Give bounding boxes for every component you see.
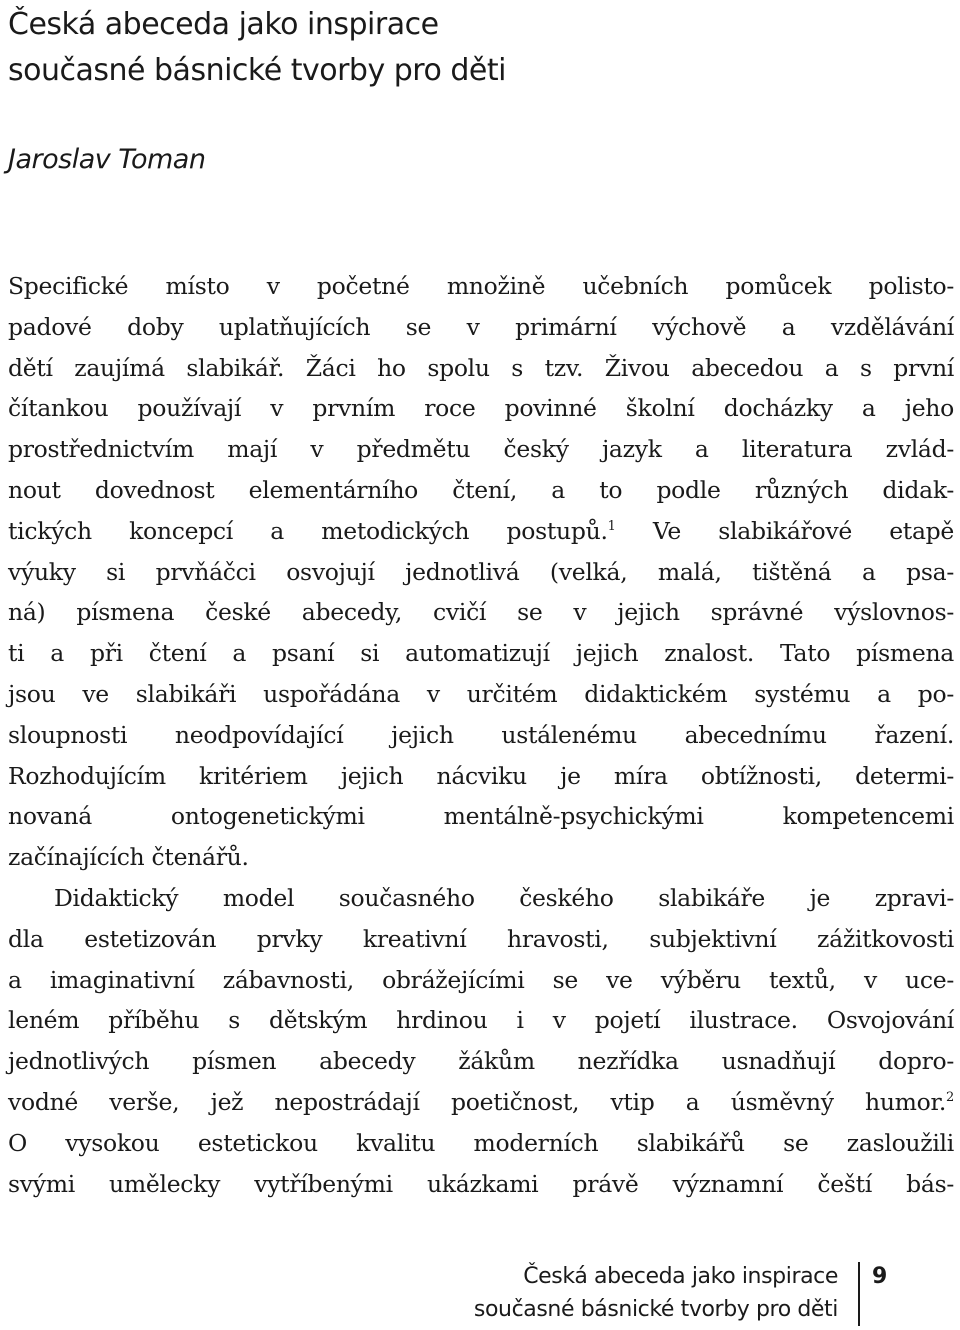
body-line: novaná ontogenetickými mentálně-psychickými kompetencemi bbox=[8, 802, 954, 831]
running-footer-line-2: současné básnické tvorby pro děti bbox=[473, 1297, 838, 1322]
body-line: sloupnosti neodpovídající jejich ustálenému abecednímu řazení. bbox=[8, 720, 954, 749]
body-line: nout dovednost elementárního čtení, a to podle různých didak- bbox=[8, 475, 954, 504]
body-line-with-footnote bbox=[8, 1082, 954, 1123]
body-line: Specifické místo v početné množině učebních pomůcek polisto- bbox=[8, 272, 954, 300]
body-line: dla estetizován prvky kreativní hravosti, subjektivní zážitkovosti bbox=[8, 924, 954, 953]
body-line: a imaginativní zábavnosti, obrážejícími se ve výběru textů, v uce- bbox=[8, 965, 954, 994]
body-line: O vysokou estetickou kvalitu moderních slabikářů se zasloužili bbox=[8, 1128, 954, 1157]
article-title-line-2: současné básnické tvorby pro děti bbox=[8, 53, 506, 88]
body-line: svými umělecky vytříbenými ukázkami právě významní čeští bás- bbox=[8, 1169, 954, 1198]
footnote-ref-1[interactable]: 1 bbox=[607, 518, 616, 534]
body-line: prostřednictvím mají v předmětu český jazyk a literatura zvlád- bbox=[8, 435, 954, 464]
running-footer bbox=[474, 1260, 838, 1326]
body-line: dětí zaujímá slabikář. Žáci ho spolu s tzv. Živou abecedou a s první bbox=[8, 353, 954, 382]
paragraph-2 bbox=[8, 878, 954, 1204]
article-title-line-1: Česká abeceda jako inspirace bbox=[8, 7, 439, 42]
footer-divider bbox=[858, 1262, 860, 1326]
body-line: ná) písmena české abecedy, cvičí se v jejich správné výslovnos- bbox=[8, 598, 954, 627]
body-line: Didaktický model současného českého slabikáře je zpravi- bbox=[54, 883, 954, 912]
body-line: ti a při čtení a psaní si automatizují jejich znalost. Tato písmena bbox=[8, 639, 954, 668]
page-number: 9 bbox=[872, 1264, 888, 1289]
body-line-with-footnote bbox=[8, 511, 954, 552]
body-line: jednotlivých písmen abecedy žákům nezřídka usnadňují dopro- bbox=[8, 1047, 954, 1076]
body-line: jsou ve slabikáři uspořádána v určitém didaktickém systému a po- bbox=[8, 679, 954, 708]
body-line: výuky si prvňáčci osvojují jednotlivá (velká, malá, tištěná a psa- bbox=[8, 557, 954, 586]
body-line-part: tických koncepcí a metodických postupů. bbox=[8, 516, 608, 545]
body-line: začínajících čtenářů. bbox=[8, 843, 249, 872]
body-line-part: Ve slabikářové etapě bbox=[615, 516, 955, 545]
author-name: Jaroslav Toman bbox=[8, 144, 206, 175]
body-line: Rozhodujícím kritériem jejich nácviku je míra obtížnosti, determi- bbox=[8, 761, 954, 790]
article-title bbox=[8, 2, 506, 94]
running-footer-line-1: Česká abeceda jako inspirace bbox=[523, 1264, 838, 1289]
body-line: padové doby uplatňujících se v primární výchově a vzdělávání bbox=[8, 312, 954, 341]
paragraph-1 bbox=[8, 266, 954, 878]
article-body bbox=[8, 266, 954, 1204]
footnote-ref-2[interactable]: 2 bbox=[946, 1090, 954, 1106]
body-line-part: vodné verše, jež nepostrádají poetičnost, vtip a úsměvný humor. bbox=[8, 1087, 947, 1116]
body-line: leném příběhu s dětským hrdinou i v pojetí ilustrace. Osvojování bbox=[8, 1006, 954, 1035]
body-line: čítankou používají v prvním roce povinné školní docházky a jeho bbox=[8, 394, 954, 423]
